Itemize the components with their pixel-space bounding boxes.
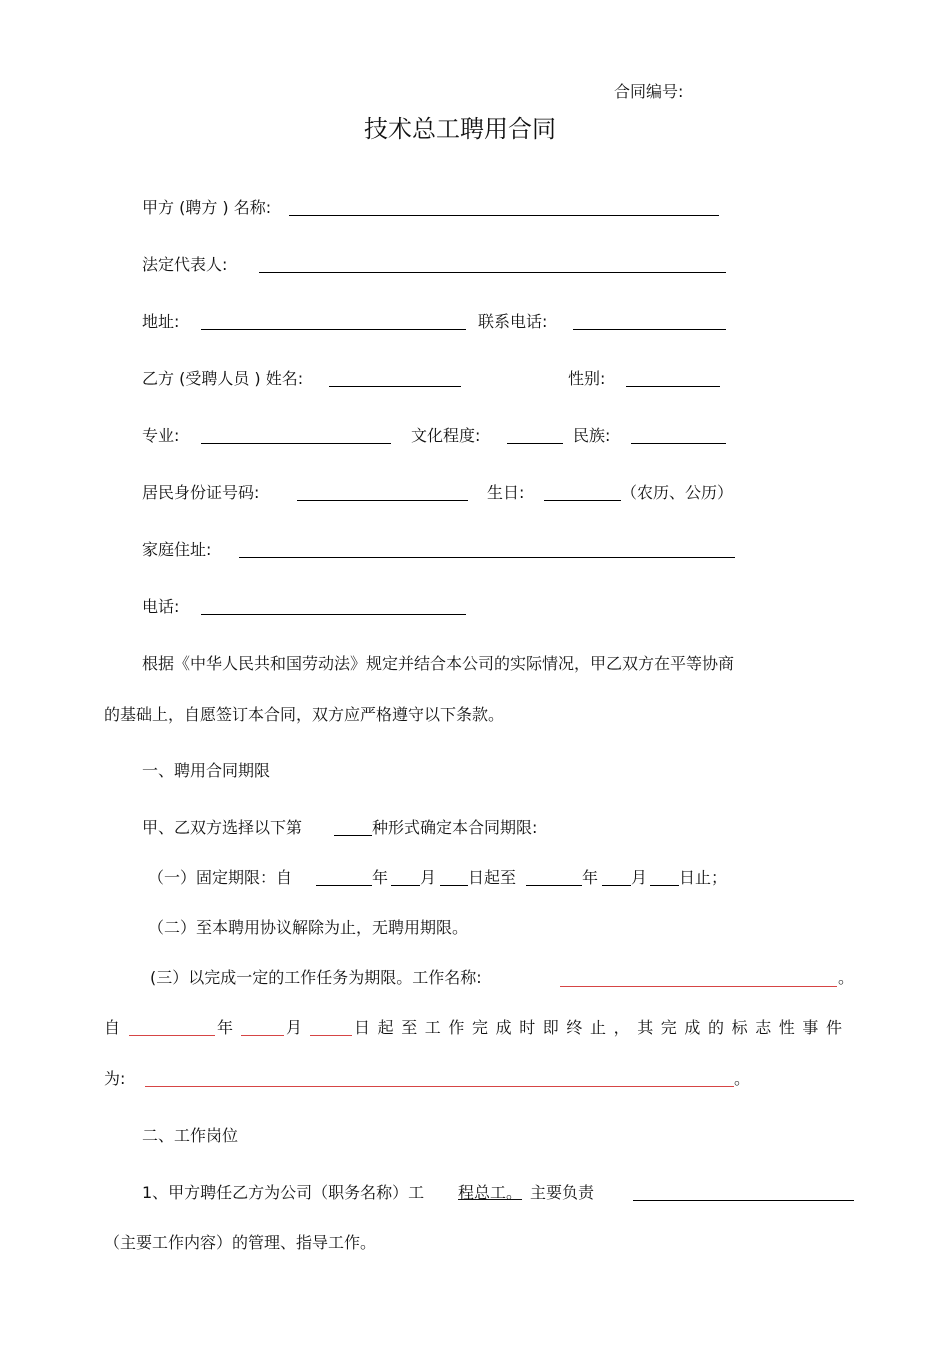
task-name-period: 。	[838, 968, 855, 987]
company-phone-label: 联系电话:	[478, 312, 548, 331]
job-content-field[interactable]	[633, 1200, 854, 1201]
position-text-line-2: （主要工作内容）的管理、指导工作。	[104, 1233, 377, 1252]
intro-line-1: 根据《中华人民共和国劳动法》规定并结合本公司的实际情况，甲乙双方在平等协商	[142, 654, 735, 673]
major-label: 专业:	[142, 426, 180, 445]
ethnicity-field[interactable]	[631, 443, 726, 444]
major-field[interactable]	[201, 443, 391, 444]
section-1-heading: 一、聘用合同期限	[142, 761, 271, 780]
fixed-day-end-label: 日止；	[679, 868, 728, 887]
gender-label: 性别:	[568, 369, 606, 388]
personal-phone-label: 电话:	[142, 597, 180, 616]
position-title-underlined: 程总工。	[458, 1183, 523, 1202]
fixed-start-day-field[interactable]	[440, 885, 468, 886]
company-phone-field[interactable]	[573, 329, 726, 330]
fixed-term-label: （一）固定期限：自	[148, 868, 293, 887]
fixed-start-year-field[interactable]	[316, 885, 372, 886]
task-start-year-field[interactable]	[129, 1035, 215, 1036]
calendar-note: （农历、公历）	[621, 483, 734, 502]
home-address-field[interactable]	[239, 557, 735, 558]
legal-rep-label: 法定代表人:	[142, 255, 228, 274]
fixed-year-label: 年	[372, 868, 389, 887]
address-label: 地址:	[142, 312, 180, 331]
task-marker-field[interactable]	[145, 1086, 734, 1087]
task-name-field[interactable]	[560, 986, 837, 987]
fixed-day-from-label: 日起至	[468, 868, 517, 887]
birthday-field[interactable]	[544, 500, 621, 501]
task-until-text: 日起至工作完成时即终止，其完成的标志性事件	[354, 1018, 850, 1037]
indefinite-term-text: （二）至本聘用协议解除为止，无聘用期限。	[148, 918, 469, 937]
position-text-b: 主要负责	[530, 1183, 595, 1202]
section-2-heading: 二、工作岗位	[142, 1126, 239, 1145]
ethnicity-label: 民族:	[573, 426, 611, 445]
contract-number-label: 合同编号:	[614, 82, 684, 101]
education-label: 文化程度:	[411, 426, 481, 445]
task-start-day-field[interactable]	[310, 1035, 352, 1036]
address-field[interactable]	[201, 329, 466, 330]
page-title: 技术总工聘用合同	[364, 115, 556, 143]
fixed-start-month-field[interactable]	[391, 885, 420, 886]
education-field[interactable]	[507, 443, 563, 444]
intro-line-2: 的基础上，自愿签订本合同，双方应严格遵守以下条款。	[104, 705, 505, 724]
task-year-label: 年	[217, 1018, 234, 1037]
party-a-name-label: 甲方 (聘方 ) 名称:	[142, 198, 272, 217]
fixed-end-year-field[interactable]	[526, 885, 582, 886]
home-address-label: 家庭住址:	[142, 540, 212, 559]
fixed-end-day-field[interactable]	[650, 885, 679, 886]
legal-rep-field[interactable]	[259, 272, 726, 273]
party-b-name-label: 乙方 (受聘人员 ) 姓名:	[142, 369, 304, 388]
task-month-label: 月	[286, 1018, 303, 1037]
id-number-field[interactable]	[297, 500, 468, 501]
task-marker-label: 为:	[104, 1069, 126, 1088]
party-b-name-field[interactable]	[329, 386, 461, 387]
term-choice-prefix: 甲、乙双方选择以下第	[142, 818, 303, 837]
personal-phone-field[interactable]	[201, 614, 466, 615]
birthday-label: 生日:	[487, 483, 525, 502]
task-start-month-field[interactable]	[241, 1035, 284, 1036]
id-number-label: 居民身份证号码:	[142, 483, 260, 502]
fixed-month2-label: 月	[631, 868, 648, 887]
gender-field[interactable]	[626, 386, 720, 387]
task-from-label: 自	[104, 1018, 121, 1037]
term-choice-suffix: 种形式确定本合同期限:	[372, 818, 538, 837]
fixed-end-month-field[interactable]	[602, 885, 631, 886]
position-text-a: 1、甲方聘任乙方为公司（职务名称）工	[142, 1183, 425, 1202]
term-choice-field[interactable]	[334, 835, 372, 836]
fixed-year2-label: 年	[582, 868, 599, 887]
party-a-name-field[interactable]	[289, 215, 719, 216]
fixed-month-label: 月	[420, 868, 437, 887]
task-term-label: (三）以完成一定的工作任务为期限。工作名称:	[150, 968, 482, 987]
task-marker-period: 。	[734, 1069, 751, 1088]
